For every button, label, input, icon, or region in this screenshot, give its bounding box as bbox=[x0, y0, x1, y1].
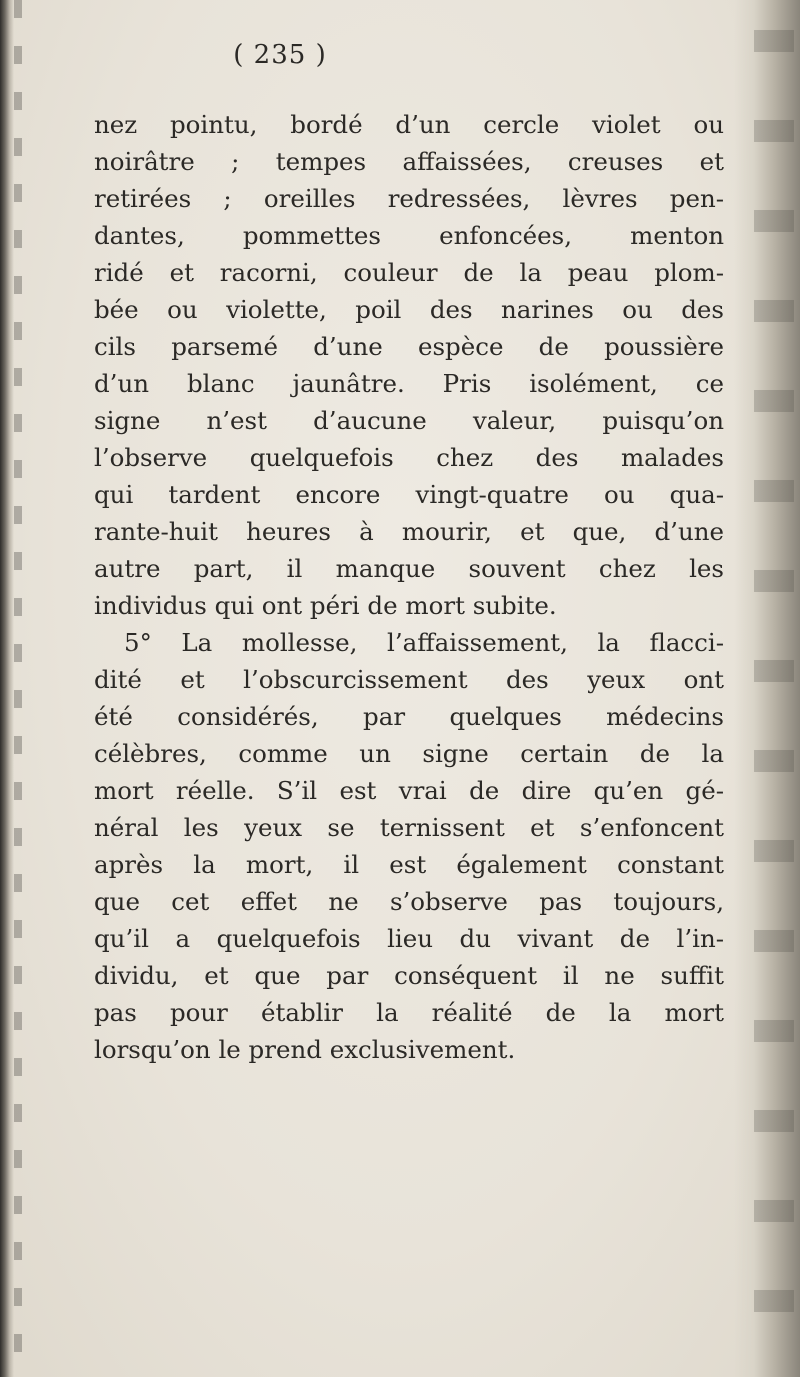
text-line: autre part, il manque souvent chez les bbox=[94, 554, 724, 583]
text-line: rante-huit heures à mourir, et que, d’une bbox=[94, 517, 724, 546]
text-line: d’un blanc jaunâtre. Pris isolément, ce bbox=[94, 369, 724, 398]
page-number: ( 235 ) bbox=[233, 40, 327, 70]
text-line: dité et l’obscurcissement des yeux ont bbox=[94, 665, 724, 694]
text-line: célèbres, comme un signe certain de la bbox=[94, 739, 724, 768]
text-line: dantes, pommettes enfoncées, menton bbox=[94, 221, 724, 250]
text-line: pas pour établir la réalité de la mort bbox=[94, 998, 724, 1027]
text-line: que cet effet ne s’observe pas toujours, bbox=[94, 887, 724, 916]
text-line: 5° La mollesse, l’affaissement, la flacci- bbox=[124, 628, 724, 657]
text-line: l’observe quelquefois chez des malades bbox=[94, 443, 724, 472]
text-line: après la mort, il est également constant bbox=[94, 850, 724, 879]
body-text bbox=[94, 106, 724, 1068]
text-line: qui tardent encore vingt-quatre ou qua- bbox=[94, 480, 724, 509]
text-line: signe n’est d’aucune valeur, puisqu’on bbox=[94, 406, 724, 435]
text-line: mort réelle. S’il est vrai de dire qu’en gé- bbox=[94, 776, 724, 805]
text-line: bée ou violette, poil des narines ou des bbox=[94, 295, 724, 324]
text-line: cils parsemé d’une espèce de poussière bbox=[94, 332, 724, 361]
text-line: lorsqu’on le prend exclusivement. bbox=[94, 1035, 516, 1064]
text-line: noirâtre ; tempes affaissées, creuses et bbox=[94, 147, 724, 176]
binding-edge bbox=[0, 0, 14, 1377]
binding-edge-marks bbox=[14, 0, 22, 1377]
text-line: été considérés, par quelques médecins bbox=[94, 702, 724, 731]
text-line: individus qui ont péri de mort subite. bbox=[94, 591, 557, 620]
text-line: ridé et racorni, couleur de la peau plom- bbox=[94, 258, 724, 287]
page-edge-right-marks bbox=[754, 0, 794, 1377]
text-line: néral les yeux se ternissent et s’enfoncent bbox=[94, 813, 724, 842]
text-line: nez pointu, bordé d’un cercle violet ou bbox=[94, 110, 724, 139]
text-line: dividu, et que par conséquent il ne suffit bbox=[94, 961, 724, 990]
text-line: qu’il a quelquefois lieu du vivant de l’in- bbox=[94, 924, 724, 953]
text-line: retirées ; oreilles redressées, lèvres pen- bbox=[94, 184, 724, 213]
